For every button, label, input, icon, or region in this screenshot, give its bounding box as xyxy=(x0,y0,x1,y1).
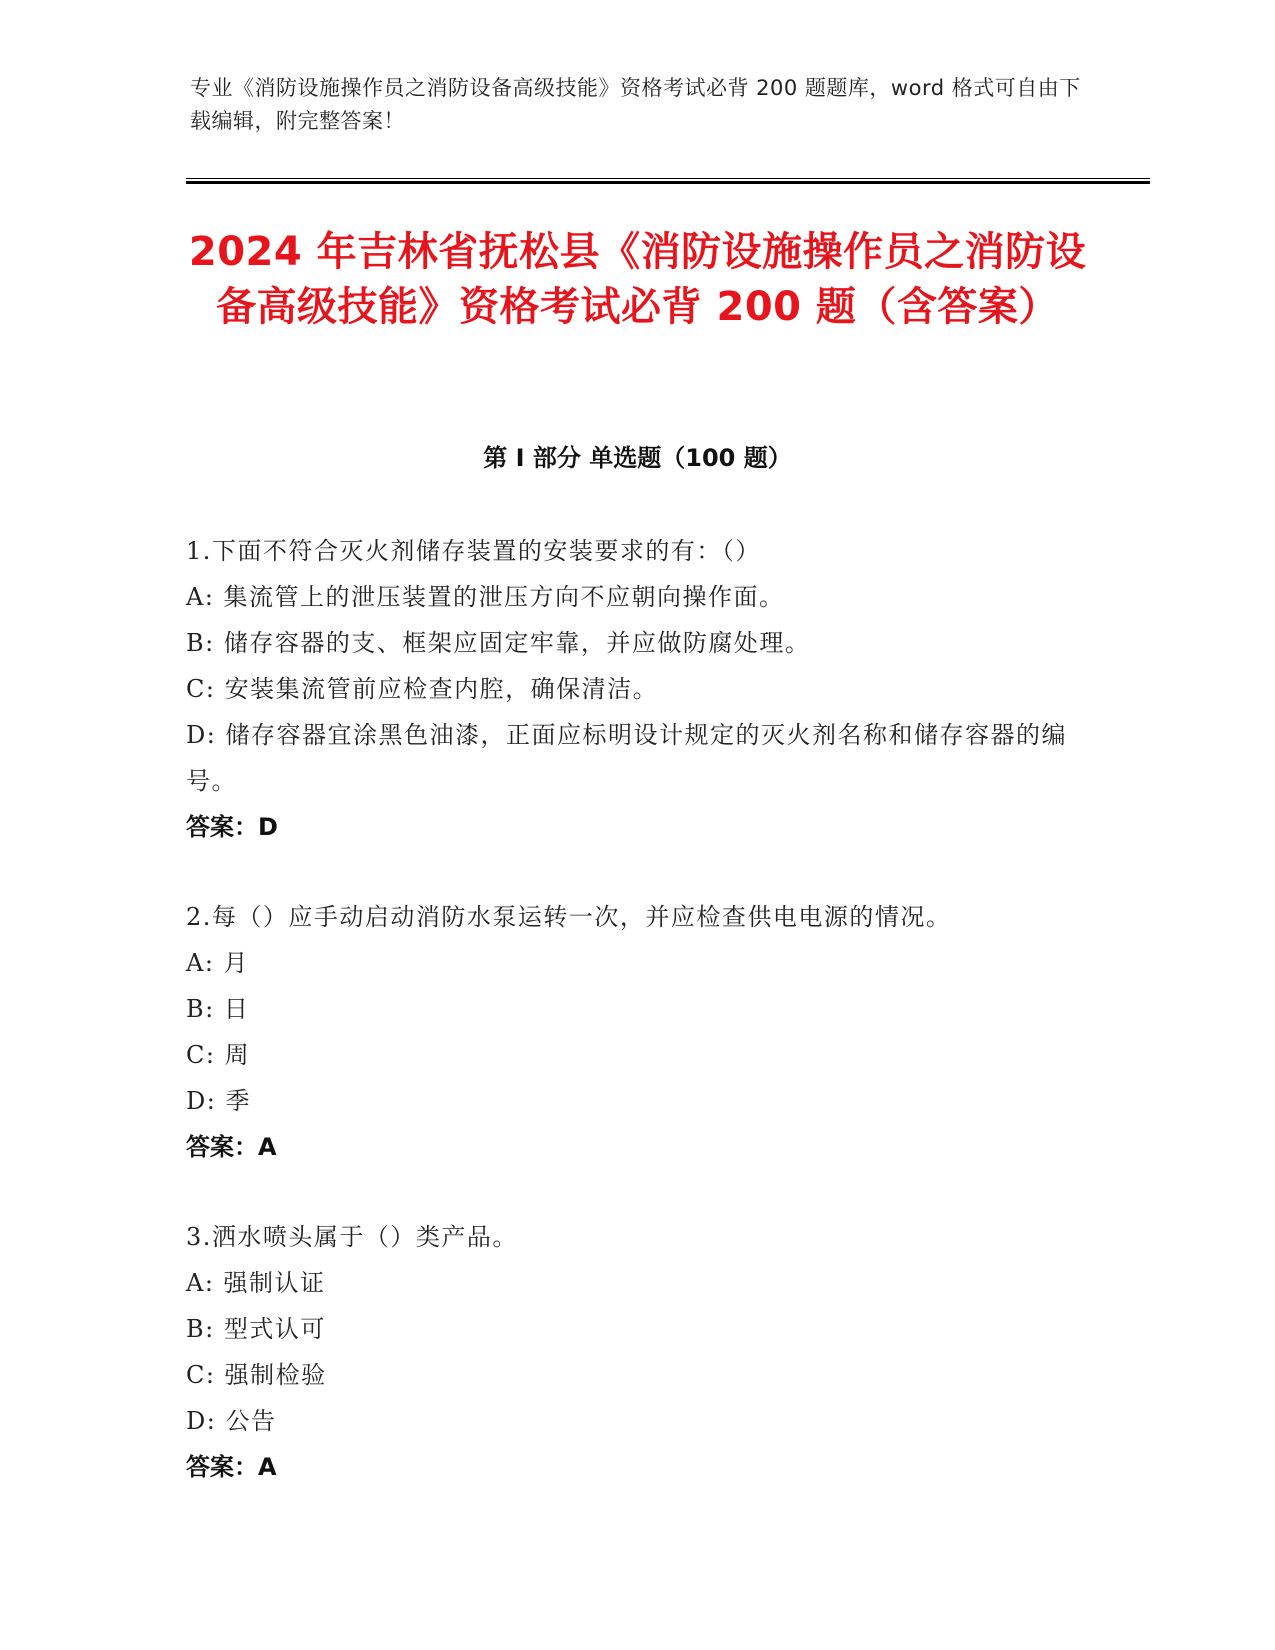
question-list xyxy=(186,528,1086,1534)
option-b: B: 型式认可 xyxy=(186,1315,326,1343)
answer: 答案：A xyxy=(186,1133,277,1161)
question-1 xyxy=(186,528,1086,850)
header-note: 专业《消防设施操作员之消防设备高级技能》资格考试必背 200 题题库，word 格式可自由下载编辑，附完整答案！ xyxy=(190,76,1081,133)
option-a: A: 强制认证 xyxy=(186,1269,326,1297)
document-title: 2024 年吉林省抚松县《消防设施操作员之消防设备高级技能》资格考试必背 200 题（含答案） xyxy=(188,229,1087,330)
option-d: D: 公告 xyxy=(186,1407,277,1435)
option-a: A: 月 xyxy=(186,949,250,977)
question-stem: 2.每（）应手动启动消防水泵运转一次，并应检查供电电源的情况。 xyxy=(186,903,952,931)
question-2 xyxy=(186,894,1086,1170)
answer: 答案：A xyxy=(186,1453,277,1481)
option-b: B: 日 xyxy=(186,995,250,1023)
section-title: 第 I 部分 单选题（100 题） xyxy=(483,444,792,472)
option-c: C: 强制检验 xyxy=(186,1361,327,1389)
header-divider-thin xyxy=(186,178,1150,179)
option-d: D: 储存容器宜涂黑色油漆，正面应标明设计规定的灭火剂名称和储存容器的编号。 xyxy=(186,721,1067,795)
question-3 xyxy=(186,1214,1086,1490)
option-c: C: 安装集流管前应检查内腔，确保清洁。 xyxy=(186,675,659,703)
header-divider-thick xyxy=(186,181,1150,184)
option-d: D: 季 xyxy=(186,1087,251,1115)
question-stem: 1.下面不符合灭火剂储存装置的安装要求的有：（） xyxy=(186,537,761,565)
option-c: C: 周 xyxy=(186,1041,251,1069)
option-a: A: 集流管上的泄压装置的泄压方向不应朝向操作面。 xyxy=(186,583,785,611)
option-b: B: 储存容器的支、框架应固定牢靠，并应做防腐处理。 xyxy=(186,629,811,657)
question-stem: 3.洒水喷头属于（）类产品。 xyxy=(186,1223,518,1251)
answer: 答案：D xyxy=(186,813,278,841)
